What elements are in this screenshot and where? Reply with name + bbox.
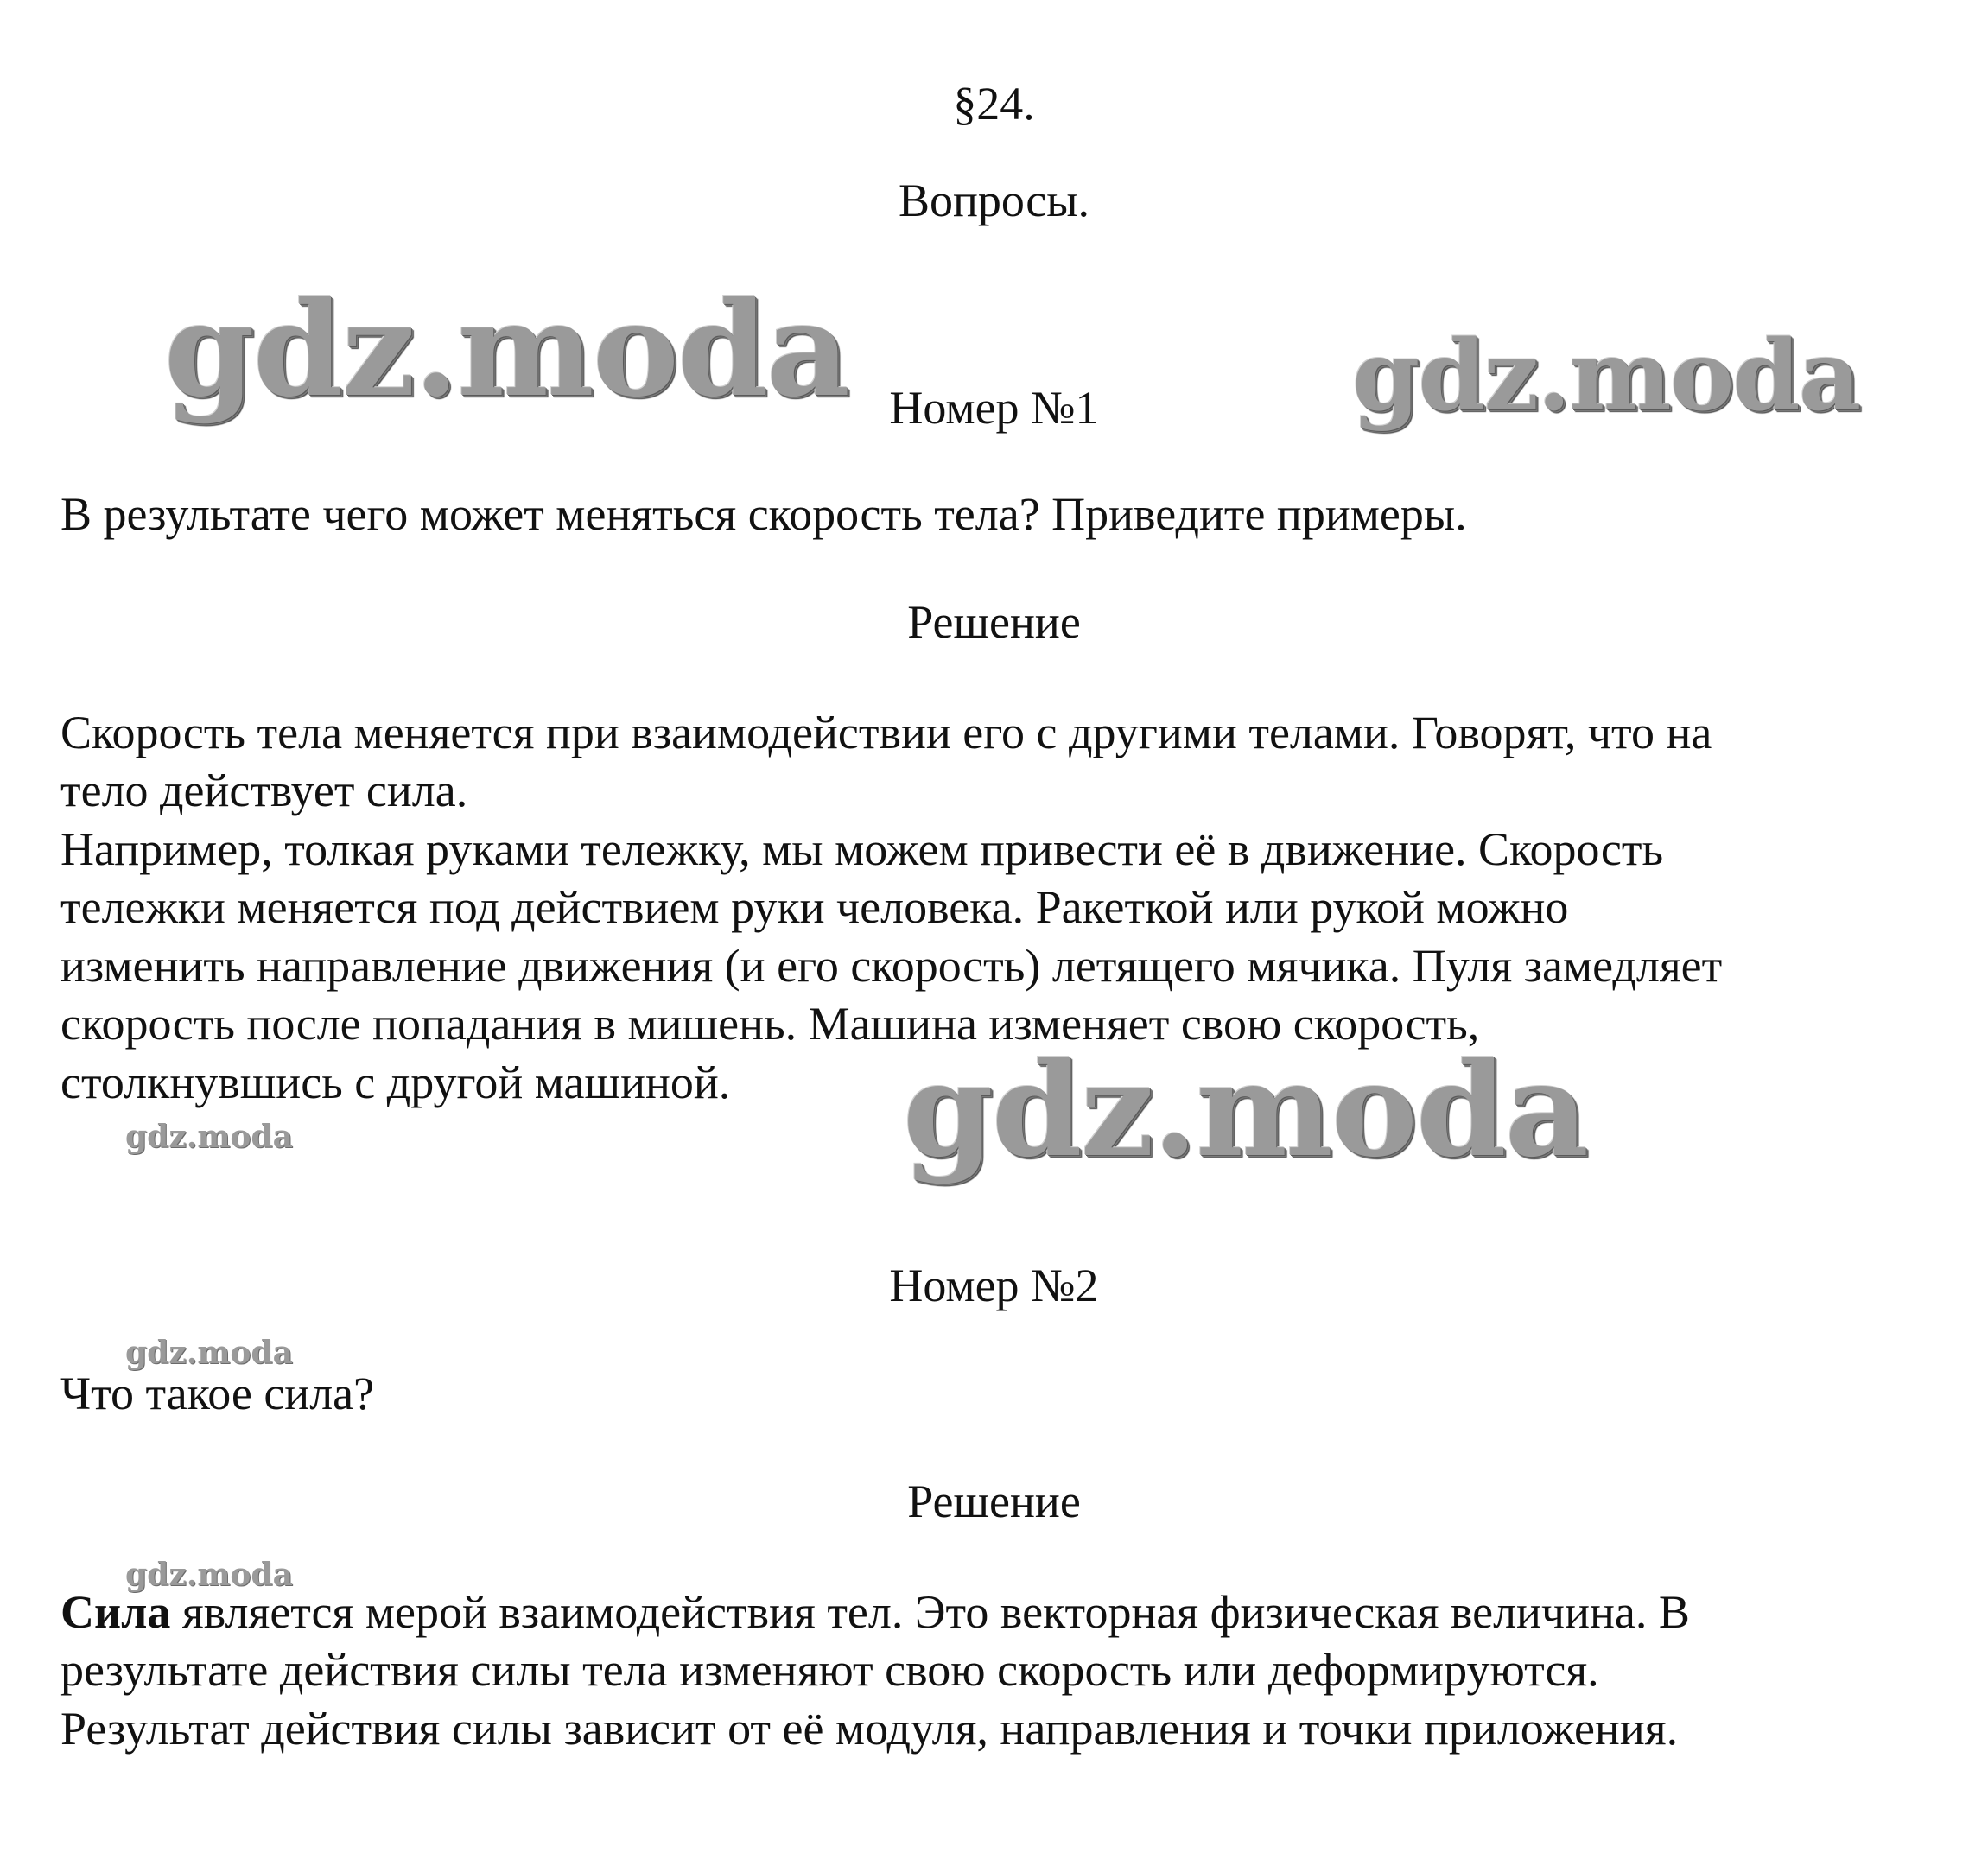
task1-solution-line: тележки меняется под действием руки человека. Ракеткой или рукой можно	[60, 881, 1569, 933]
task1-solution-line: изменить направление движения (и его скорость) летящего мячика. Пуля замедляет	[60, 940, 1723, 992]
task1-question: В результате чего может меняться скорость тела? Приведите примеры.	[60, 488, 1467, 540]
questions-heading: Вопросы.	[898, 175, 1089, 226]
task1-solution-line: тело действует сила.	[60, 765, 468, 816]
term-bold: Сила	[60, 1586, 171, 1638]
task1-number: Номер №1	[889, 382, 1099, 434]
section-number: §24.	[953, 78, 1035, 130]
watermark-logo: gdz.moda	[164, 274, 849, 426]
watermark-logo: gdz.moda	[125, 1119, 293, 1155]
task2-solution-line	[60, 1583, 1944, 1641]
task1-solution-line: Скорость тела меняется при взаимодействии его с другими телами. Говорят, что на	[60, 707, 1712, 758]
watermark-logo: gdz.moda	[1352, 320, 1860, 433]
task1-solution-heading: Решение	[907, 596, 1081, 648]
task2-solution-line: Результат действия силы зависит от её модуля, направления и точки приложения.	[60, 1703, 1679, 1755]
task2-solution-line1-rest: является мерой взаимодействия тел. Это векторная физическая величина. В	[170, 1586, 1690, 1638]
task2-question: Что такое сила?	[60, 1368, 375, 1419]
task2-solution-line: результате действия силы тела изменяют свою скорость или деформируются.	[60, 1644, 1599, 1696]
task2-number: Номер №2	[889, 1260, 1099, 1311]
task1-solution-line: скорость после попадания в мишень. Машина изменяет свою скорость,	[60, 998, 1480, 1050]
task1-solution-line: Например, толкая руками тележку, мы можем привести её в движение. Скорость	[60, 823, 1664, 875]
watermark-logo: gdz.moda	[125, 1335, 293, 1371]
task1-solution-line: столкнувшись с другой машиной.	[60, 1057, 731, 1108]
watermark-logo: gdz.moda	[903, 1034, 1588, 1186]
watermark-logo: gdz.moda	[125, 1557, 293, 1593]
task2-solution-heading: Решение	[907, 1475, 1081, 1527]
